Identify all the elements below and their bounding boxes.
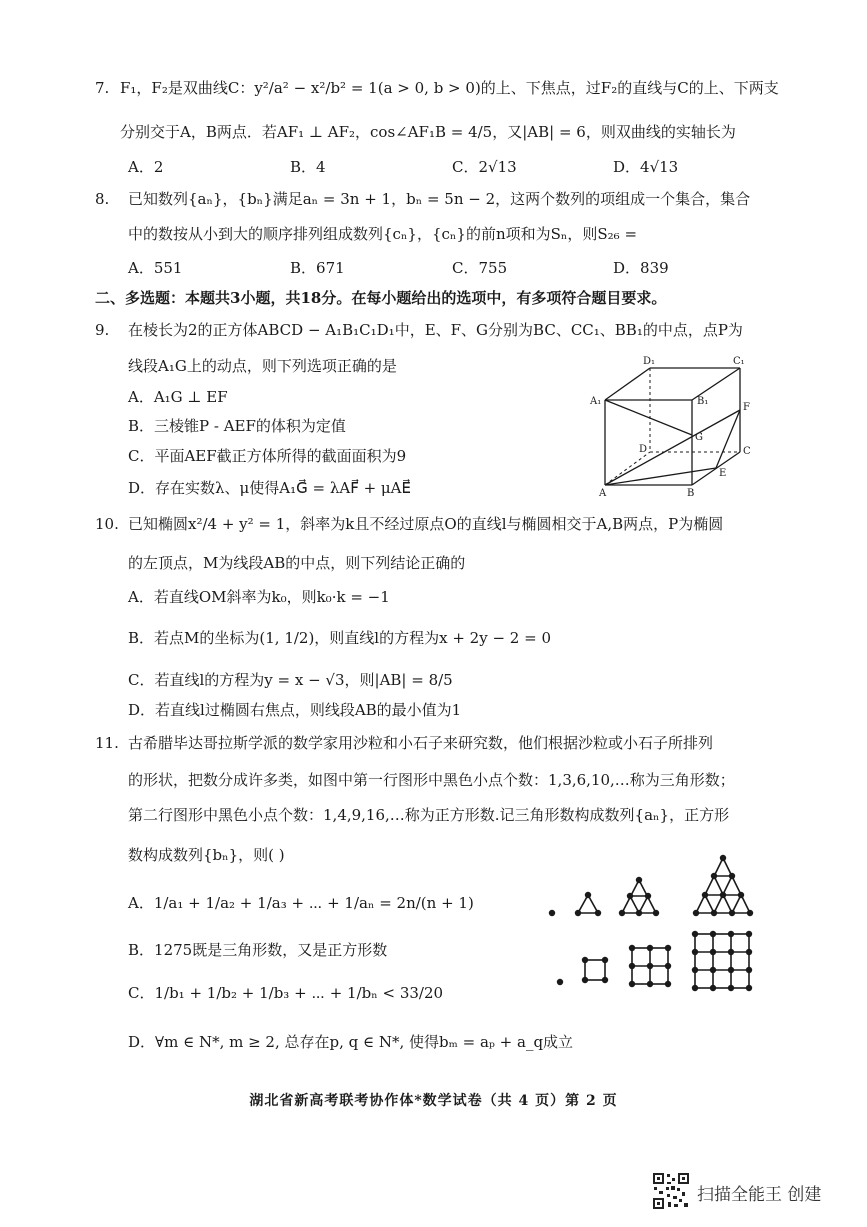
label-b: B	[687, 488, 695, 499]
q8-line2: 中的数按从小到大的顺序排列组成数列{cₙ}，{cₙ}的前n项和为Sₙ，则S₂₆ =	[128, 225, 638, 243]
q9-option-a: A．A₁G ⊥ EF	[128, 388, 228, 406]
label-f: F	[743, 402, 750, 413]
label-g: G	[695, 432, 703, 443]
q11-option-d: D．∀m ∈ N*, m ≥ 2, 总存在p, q ∈ N*, 使得bₘ = aₚ + a_q成立	[128, 1033, 574, 1051]
section-2-header: 二、多选题：本题共3小题，共18分。在每小题给出的选项中，有多项符合题目要求。	[95, 289, 667, 307]
q8-option-c: C．755	[452, 259, 508, 277]
label-d1: D₁	[643, 356, 656, 367]
q8-option-a: A．551	[128, 259, 183, 277]
q9-option-c: C．平面AEF截正方体所得的截面面积为9	[128, 447, 407, 465]
q11-line3: 第二行图形中黑色小点个数：1,4,9,16,…称为正方形数.记三角形数构成数列{aₙ}，正方形	[128, 806, 730, 824]
label-b1: B₁	[697, 396, 709, 407]
q10-option-b: B．若点M的坐标为(1, 1/2)，则直线l的方程为x + 2y − 2 = 0	[128, 629, 551, 647]
q7-option-c: C．2√13	[452, 158, 517, 176]
q11-option-c: C．1/b₁ + 1/b₂ + 1/b₃ + ⋯ + 1/bₙ < 33/20	[128, 984, 444, 1002]
q11-line1: 古希腊毕达哥拉斯学派的数学家用沙粒和小石子来研究数，他们根据沙粒或小石子所排列	[128, 734, 714, 752]
square-number-4-outline	[585, 960, 605, 980]
q10-line1: 已知椭圆x²/4 + y² = 1，斜率为k且不经过原点O的直线l与椭圆相交于A,B两点，P为椭圆	[128, 515, 724, 533]
label-c1: C₁	[733, 356, 745, 367]
q10-option-a: A．若直线OM斜率为k₀，则k₀·k = −1	[128, 588, 390, 606]
q11-number: 11.	[95, 734, 119, 752]
cube-figure	[585, 350, 760, 500]
q8-line1: 已知数列{aₙ}，{bₙ}满足aₙ = 3n + 1，bₙ = 5n − 2，这两个数列的项组成一个集合，集合	[128, 190, 751, 208]
q10-line2: 的左顶点，M为线段AB的中点，则下列结论正确的	[128, 554, 466, 572]
qr-code-icon	[652, 1172, 690, 1210]
label-a: A	[599, 488, 607, 499]
q10-number: 10.	[95, 515, 119, 533]
page-footer: 湖北省新高考联考协作体*数学试卷（共 4 页）第 2 页	[249, 1093, 618, 1109]
q7-line2: 分别交于A，B两点．若AF₁ ⊥ AF₂，cos∠AF₁B = 4/5，又|AB| = 6，则双曲线的实轴长为	[120, 123, 736, 141]
q8-number: 8.	[95, 190, 110, 208]
label-a1: A₁	[590, 396, 602, 407]
q9-number: 9.	[95, 321, 110, 339]
q7-option-a: A．2	[128, 158, 164, 176]
q11-option-b: B．1275既是三角形数，又是正方形数	[128, 941, 388, 959]
cube-hidden-edge-ad	[605, 452, 650, 485]
label-e: E	[719, 468, 727, 479]
segment-ef	[716, 410, 740, 468]
scanner-watermark: 扫描全能王 创建	[697, 1185, 822, 1205]
q9-option-d: D．存在实数λ、μ使得A₁G⃗ = λAF⃗ + μAE⃗	[128, 479, 411, 497]
q8-option-d: D．839	[613, 259, 669, 277]
q10-option-d: D．若直线l过椭圆右焦点，则线段AB的最小值为1	[128, 701, 462, 719]
q7-line1: F₁，F₂是双曲线C：y²/a² − x²/b² = 1(a > 0, b > 0)的上、下焦点，过F₂的直线与C的上、下两支	[120, 79, 779, 97]
cube-edge-a1d1	[605, 368, 650, 400]
triangle-number-10-outline	[696, 858, 750, 913]
q8-option-b: B．671	[290, 259, 345, 277]
q9-line1: 在棱长为2的正方体ABCD − A₁B₁C₁D₁中，E、F、G分别为BC、CC₁、BB₁的中点，点P为	[128, 321, 743, 339]
triangle-number-1-dot	[549, 910, 555, 916]
q7-option-d: D．4√13	[613, 158, 679, 176]
q11-line2: 的形状，把数分成许多类，如图中第一行图形中黑色小点个数：1,3,6,10,…称为三角形数；	[128, 771, 735, 789]
segment-ae	[605, 468, 716, 485]
q10-option-c: C．若直线l的方程为y = x − √3，则|AB| = 8/5	[128, 671, 453, 689]
q9-line2: 线段A₁G上的动点，则下列选项正确的是	[128, 357, 397, 375]
square-number-16-outline	[695, 934, 749, 988]
q7-option-b: B．4	[290, 158, 326, 176]
label-d: D	[639, 444, 648, 455]
q11-line4: 数构成数列{bₙ}，则( )	[128, 846, 285, 864]
square-number-1-dot	[557, 979, 563, 985]
figurate-numbers-figure	[540, 850, 765, 995]
q9-option-b: B．三棱锥P - AEF的体积为定值	[128, 417, 346, 435]
q7-number: 7.	[95, 79, 110, 97]
label-c: C	[743, 446, 751, 457]
q11-option-a: A．1/a₁ + 1/a₂ + 1/a₃ + ⋯ + 1/aₙ = 2n/(n + 1)	[128, 894, 474, 912]
segment-a1g	[605, 400, 692, 435]
